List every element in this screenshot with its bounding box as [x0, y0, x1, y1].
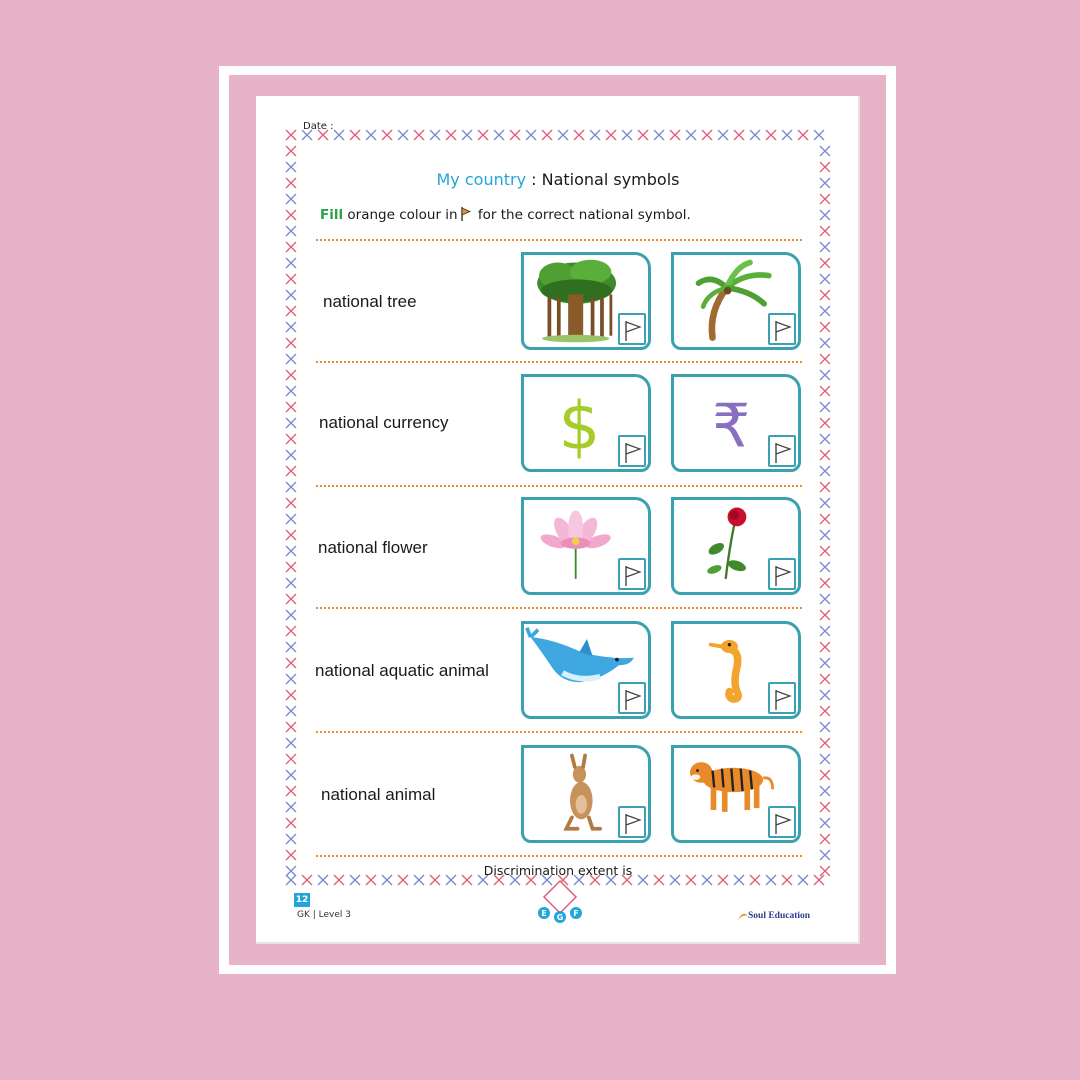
brand-name: Soul Education	[748, 911, 811, 921]
flag-checkbox[interactable]	[618, 806, 646, 838]
flag-icon	[623, 688, 643, 712]
egf-letter-f: F	[573, 909, 579, 918]
flag-checkbox[interactable]	[618, 558, 646, 590]
page-title	[291, 170, 825, 189]
svg-text:₹: ₹	[712, 391, 751, 462]
flag-icon	[773, 441, 793, 465]
flag-checkbox[interactable]	[768, 806, 796, 838]
egf-badge	[536, 879, 584, 923]
instruction-after-flag: for the correct national symbol.	[473, 207, 691, 223]
orange-flag-icon	[461, 207, 471, 225]
flag-icon	[773, 688, 793, 712]
row-label-tree: national tree	[323, 292, 417, 311]
flag-icon	[623, 319, 643, 343]
option-card[interactable]	[521, 621, 651, 719]
flag-checkbox[interactable]	[618, 313, 646, 345]
option-card[interactable]	[671, 497, 801, 595]
option-card[interactable]	[671, 621, 801, 719]
flag-icon	[773, 319, 793, 343]
page-number: 12	[295, 895, 309, 905]
discrimination-label: Discrimination extent is	[483, 863, 633, 878]
title-highlight: My country	[436, 170, 527, 189]
flag-checkbox[interactable]	[768, 682, 796, 714]
instruction	[320, 207, 691, 225]
flag-icon	[623, 812, 643, 836]
flag-icon	[623, 441, 643, 465]
option-card[interactable]	[671, 745, 801, 843]
option-card[interactable]	[521, 745, 651, 843]
instruction-before-flag: orange colour in	[343, 207, 458, 223]
flag-checkbox[interactable]	[768, 435, 796, 467]
row-label-aquatic: national aquatic animal	[315, 661, 489, 680]
footer-subject-level: GK | Level 3	[297, 910, 351, 920]
egf-letter-g: G	[556, 913, 564, 922]
flag-checkbox[interactable]	[618, 435, 646, 467]
option-card[interactable]	[671, 252, 801, 350]
title-rest: : National symbols	[526, 170, 680, 189]
flag-checkbox[interactable]	[768, 558, 796, 590]
option-card[interactable]	[521, 252, 651, 350]
row-label-flower: national flower	[318, 538, 428, 557]
flag-icon	[623, 564, 643, 588]
flag-checkbox[interactable]	[768, 313, 796, 345]
flag-icon	[773, 812, 793, 836]
option-card[interactable]	[671, 374, 801, 472]
egf-letter-e: E	[541, 909, 547, 918]
instruction-highlight: Fill	[320, 207, 344, 223]
option-card[interactable]	[521, 374, 651, 472]
row-label-currency: national currency	[319, 413, 449, 432]
flag-checkbox[interactable]	[618, 682, 646, 714]
svg-text:$: $	[558, 388, 601, 465]
option-card[interactable]	[521, 497, 651, 595]
date-label: Date :	[303, 121, 334, 132]
flag-icon	[773, 564, 793, 588]
row-label-animal: national animal	[321, 785, 436, 804]
